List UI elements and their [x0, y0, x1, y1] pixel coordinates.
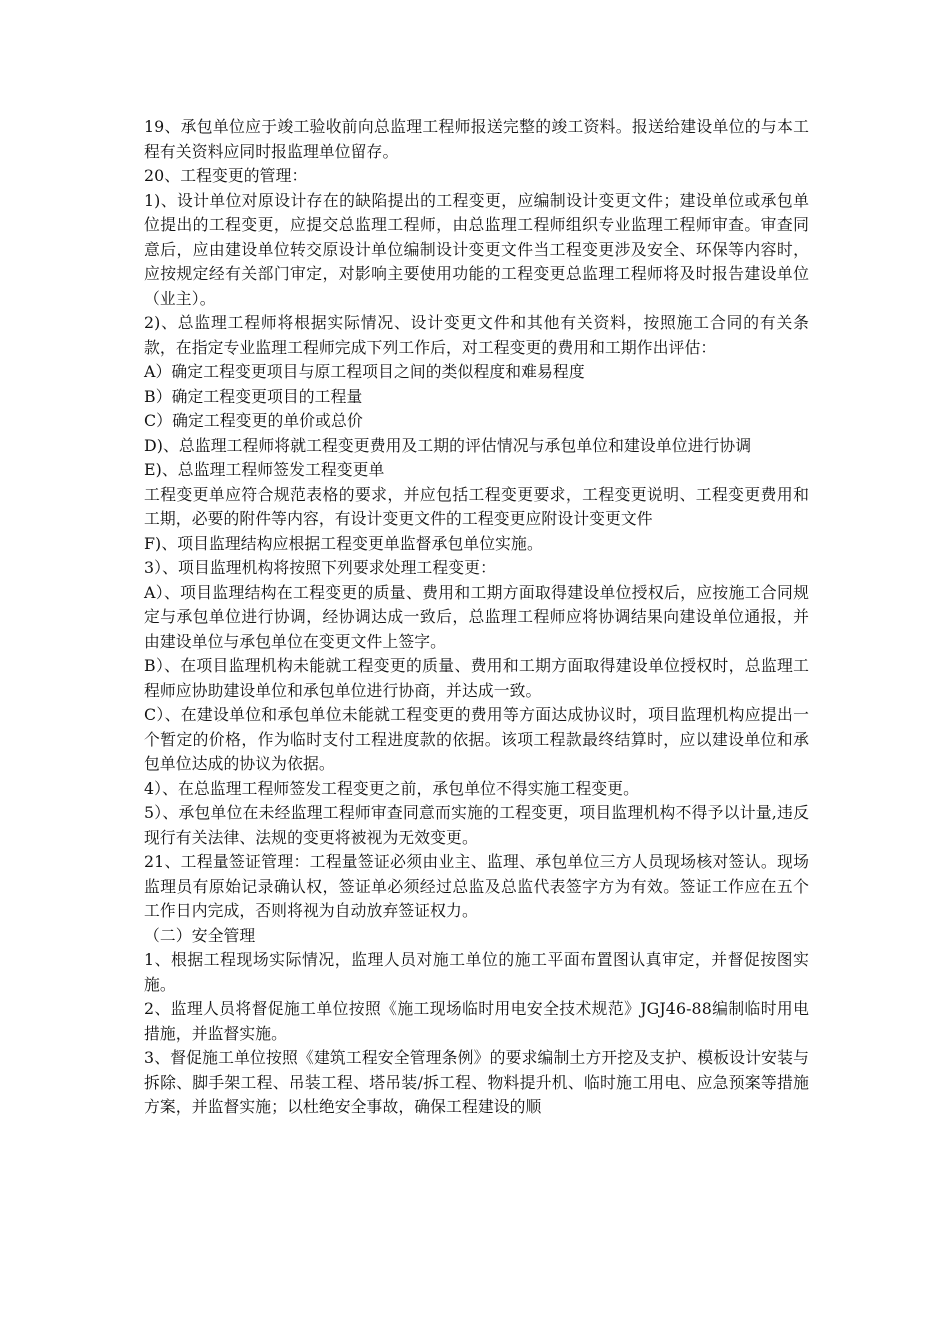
paragraph-change-2c: C）确定工程变更的单价或总价: [144, 411, 363, 430]
paragraph-change-2e: E)、总监理工程师签发工程变更单: [144, 460, 385, 479]
paragraph-change-2d: D)、总监理工程师将就工程变更费用及工期的评估情况与承包单位和建设单位进行协调: [144, 435, 752, 455]
paragraph-item-21-quantity-visa: 21、工程量签证管理：工程量签证必须由业主、监理、承包单位三方人员现场核对签认。现场监理员有原始记录确认权，签证单必须经过总监及总监代表签字方为有效。签证工作应在五个工作日内完成，否则将视为自动放弃签证权力。: [144, 852, 809, 920]
paragraph-change-1: 1)、设计单位对原设计存在的缺陷提出的工程变更，应编制设计变更文件；建设单位或承包单位提出的工程变更，应提交总监理工程师，由总监理工程师组织专业监理工程师审查。审查同意后，应由建设单位转交原设计单位编制设计变更文件当工程变更涉及安全、环保等内容时，应按规定经有关部门审定，对影响主要使用功能的工程变更总监理工程师将及时报告建设单位（业主）。: [144, 190, 809, 308]
paragraph-change-3a: A）、项目监理结构在工程变更的质量、费用和工期方面取得建设单位授权后，应按施工合同规定与承包单位进行协调，经协调达成一致后，总监理工程师应将协调结果向建设单位通报，并由建设单位与承包单位在变更文件上签字。: [144, 582, 809, 651]
paragraph-safety-3: 3、督促施工单位按照《建筑工程安全管理条例》的要求编制土方开挖及支护、模板设计安装与拆除、脚手架工程、吊装工程、塔吊装/拆工程、物料提升机、临时施工用电、应急预案等措施方案，并监督实施；以杜绝安全事故，确保工程建设的顺: [144, 1048, 809, 1116]
paragraph-change-4: 4）、在总监理工程师签发工程变更之前，承包单位不得实施工程变更。: [144, 778, 640, 798]
paragraph-safety-1: 1、根据工程现场实际情况，监理人员对施工单位的施工平面布置图认真审定，并督促按图实施。: [144, 950, 809, 994]
paragraph-item-19-completion-docs: 19、承包单位应于竣工验收前向总监理工程师报送完整的竣工资料。报送给建设单位的与本工程有关资料应同时报监理单位留存。: [144, 117, 809, 161]
paragraph-change-2f: F)、项目监理结构应根据工程变更单监督承包单位实施。: [144, 533, 543, 553]
paragraph-change-2a: A）确定工程变更项目与原工程项目之间的类似程度和难易程度: [144, 362, 585, 381]
paragraph-change-3b: B）、在项目监理机构未能就工程变更的质量、费用和工期方面取得建设单位授权时，总监理工程师应协助建设单位和承包单位进行协商，并达成一致。: [144, 656, 809, 700]
paragraph-heading-20-change-management: 20、工程变更的管理：: [144, 166, 308, 185]
paragraph-safety-2: 2、监理人员将督促施工单位按照《施工现场临时用电安全技术规范》JGJ46-88编制临时用电措施，并监督实施。: [144, 999, 809, 1043]
paragraph-change-3: 3）、项目监理机构将按照下列要求处理工程变更：: [144, 558, 496, 577]
section-heading-safety-management: （二）安全管理: [144, 925, 256, 945]
paragraph-change-3c: C）、在建设单位和承包单位未能就工程变更的费用等方面达成协议时，项目监理机构应提出一个暂定的价格，作为临时支付工程进度款的依据。该项工程款最终结算时，应以建设单位和承包单位达成的协议为依据。: [144, 705, 809, 773]
paragraph-change-2: 2)、总监理工程师将根据实际情况、设计变更文件和其他有关资料，按照施工合同的有关条款，在指定专业监理工程师完成下列工作后，对工程变更的费用和工期作出评估：: [144, 313, 809, 357]
paragraph-change-2b: B）确定工程变更项目的工程量: [144, 386, 363, 406]
document-body: [144, 115, 809, 1120]
paragraph-change-order-requirements: 工程变更单应符合规范表格的要求，并应包括工程变更要求，工程变更说明、工程变更费用和工期，必要的附件等内容，有设计变更文件的工程变更应附设计变更文件: [144, 484, 809, 528]
paragraph-change-5: 5）、承包单位在未经监理工程师审查同意而实施的工程变更，项目监理机构不得予以计量,违反现行有关法律、法规的变更将被视为无效变更。: [144, 803, 809, 847]
